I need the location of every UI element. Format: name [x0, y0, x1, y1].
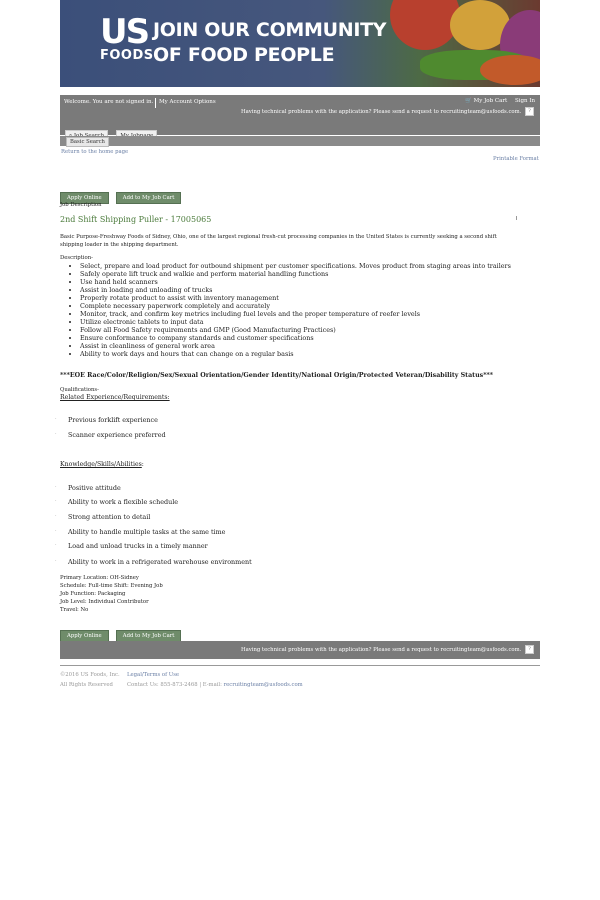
job-level: Job Level: Individual Contributor	[60, 599, 149, 605]
bullet-glyph: ·	[55, 528, 57, 534]
printable-format-link[interactable]: Printable Format	[493, 156, 539, 162]
copyright: ©2016 US Foods, Inc.	[60, 672, 120, 678]
divider	[155, 98, 156, 108]
job-purpose: Basic Purpose-Freshway Foods of Sidney, Ohio, one of the largest regional fresh-cut processing companies in the United States is currently seeking a second shift shipping loader in the shipping department.	[60, 234, 497, 248]
list-item-text: Strong attention to detail	[68, 513, 151, 521]
legal-terms-link[interactable]: Legal/Terms of Use	[127, 672, 180, 678]
hero-banner	[60, 0, 540, 87]
duty-item: • Properly rotate product to assist with inventory management	[80, 294, 520, 302]
return-home-link[interactable]: Return to the home page	[61, 149, 129, 155]
duty-item: • Ensure conformance to company standards and customer specifications	[80, 334, 520, 342]
schedule: Schedule: Full-time Shift: Evening Job	[60, 583, 163, 589]
job-title: 2nd Shift Shipping Puller - 17005065	[60, 215, 212, 224]
duty-item: • Complete necessary paperwork completely and accurately	[80, 302, 520, 310]
bullet-glyph: ·	[55, 416, 57, 422]
list-item-text: Ability to work in a refrigerated warehouse environment	[68, 558, 252, 566]
duty-item: • Safely operate lift truck and walkie and perform material handling functions	[80, 270, 520, 278]
help-text: Having technical problems with the application? Please send a request to recruitingteam@usfoods.com.	[240, 647, 522, 653]
vegetable-decoration	[480, 55, 540, 85]
welcome-text: Welcome. You are not signed in.	[64, 99, 154, 105]
job-function: Job Function: Packaging	[60, 591, 126, 597]
help-icon[interactable]: ?	[525, 107, 534, 116]
bullet-glyph: ·	[55, 558, 57, 564]
description-label: Description-	[60, 255, 93, 261]
list-item	[55, 498, 179, 506]
tagline-line-2: OF FOOD PEOPLE	[153, 44, 335, 66]
apply-online-button[interactable]: Apply Online	[60, 630, 109, 642]
related-requirements-heading: Related Experience/Requirements:	[60, 394, 170, 401]
list-item	[55, 416, 158, 424]
help-text: Having technical problems with the application? Please send a request to recruitingteam@usfoods.com.	[240, 109, 522, 115]
tab-basic-search[interactable]: Basic Search	[66, 137, 109, 147]
section-label: Job Description	[60, 202, 102, 208]
footer-divider	[60, 665, 540, 666]
duty-item: • Assist in cleanliness of general work area	[80, 342, 520, 350]
email-link[interactable]: recruitingteam@usfoods.com	[223, 682, 303, 688]
bullet-glyph: ·	[55, 542, 57, 548]
banner-tagline	[153, 18, 386, 68]
sub-nav-bar	[60, 136, 540, 146]
bullet-glyph: ·	[55, 484, 57, 490]
tagline-line-1: JOIN OUR COMMUNITY	[153, 19, 387, 41]
sign-in-link[interactable]: Sign In	[515, 98, 536, 104]
list-item-text: Ability to handle multiple tasks at the same time	[68, 528, 226, 536]
job-details	[60, 574, 163, 614]
list-item	[55, 528, 226, 536]
my-account-link[interactable]: My Account Options	[159, 99, 216, 105]
ksa-heading-text: Knowledge/Skills/Abilities	[60, 461, 142, 468]
us-foods-logo	[100, 12, 154, 63]
help-message	[241, 107, 534, 116]
list-item	[55, 431, 166, 439]
title-divider	[516, 216, 517, 220]
list-item	[55, 513, 151, 521]
list-item-text: Load and unload trucks in a timely manner	[68, 542, 208, 550]
help-icon[interactable]: ?	[525, 645, 534, 654]
header-bar	[60, 95, 540, 135]
list-item-text: Positive attitude	[68, 484, 121, 492]
footer-right	[127, 671, 303, 689]
ksa-heading	[60, 461, 144, 468]
duty-item: • Assist in loading and unloading of trucks	[80, 286, 520, 294]
travel: Travel: No	[60, 607, 89, 613]
bullet-glyph: ·	[55, 513, 57, 519]
list-item-text: Scanner experience preferred	[68, 431, 166, 439]
contact-text: Contact Us: 855-873-2468 | E-mail:	[127, 682, 224, 688]
footer-left	[60, 671, 120, 689]
logo-us-text: US	[100, 12, 149, 52]
duty-item: • Ability to work days and hours that can change on a regular basis	[80, 350, 520, 358]
apply-online-button[interactable]: Apply Online	[60, 192, 109, 204]
duty-item: • Monitor, track, and confirm key metrics including fuel levels and the proper temperature of reefer levels	[80, 310, 520, 318]
duty-item: • Select, prepare and load product for outbound shipment per customer specifications. Moves product from staging areas into trailers	[80, 262, 520, 270]
list-item	[55, 484, 121, 492]
list-item	[55, 558, 252, 566]
primary-location: Primary Location: OH-Sidney	[60, 575, 139, 581]
cart-icon: 🛒	[465, 98, 472, 104]
help-message	[241, 645, 534, 654]
action-buttons-bottom	[60, 622, 183, 642]
duty-item: • Utilize electronic tablets to input data	[80, 318, 520, 326]
add-to-job-cart-button[interactable]: Add to My Job Cart	[116, 192, 182, 204]
duty-item: • Use hand held scanners	[80, 278, 520, 286]
eoe-statement: ***EOE Race/Color/Religion/Sex/Sexual Orientation/Gender Identity/National Origin/Protected Veteran/Disability Status***	[60, 372, 494, 379]
list-item	[55, 542, 208, 550]
duty-item: • Follow all Food Safety requirements and GMP (Good Manufacturing Practices)	[80, 326, 520, 334]
my-job-cart-link[interactable]	[465, 98, 507, 104]
ksa-heading-colon: :	[141, 461, 144, 468]
add-to-job-cart-button[interactable]: Add to My Job Cart	[116, 630, 182, 642]
list-item-text: Previous forklift experience	[68, 416, 158, 424]
list-item-text: Ability to work a flexible schedule	[68, 498, 179, 506]
logo-foods-text: FOODS	[100, 48, 154, 63]
my-job-cart-label: My Job Cart	[473, 98, 508, 104]
bullet-glyph: ·	[55, 431, 57, 437]
qualifications-label: Qualifications-	[60, 387, 99, 393]
rights: All Rights Reserved	[60, 682, 113, 688]
duties-list	[60, 262, 520, 358]
footer-help-bar	[60, 641, 540, 659]
bullet-glyph: ·	[55, 498, 57, 504]
